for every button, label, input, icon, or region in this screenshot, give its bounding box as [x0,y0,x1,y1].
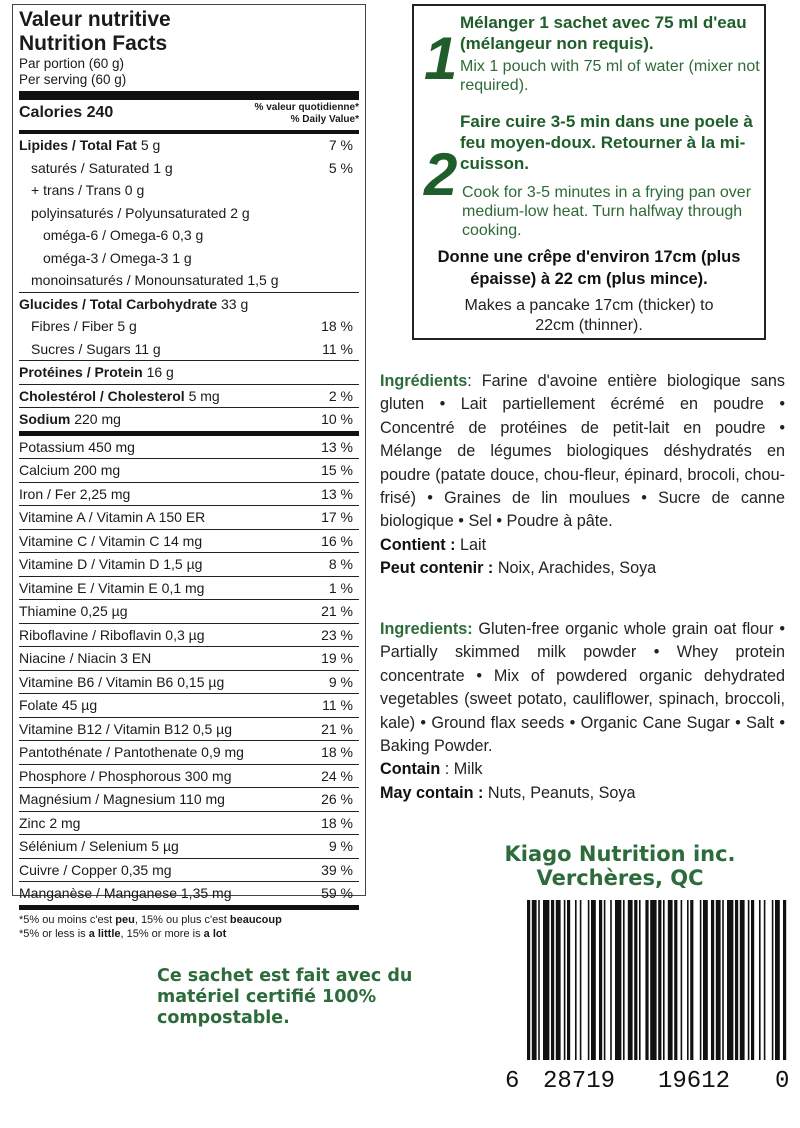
nutrient-label [19,859,172,881]
nutrient-daily-value: 9 % [328,838,353,854]
nutrient-daily-value: 10 % [321,411,353,427]
barcode-bar [580,900,582,1060]
nutrient-amount: 110 mg [179,791,225,807]
step-1-text-fr: Mélanger 1 sachet avec 75 ml d'eau (mélangeur non requis). [460,13,747,53]
nutrient-amount: 3 EN [120,650,152,666]
nutrient-row [19,385,359,409]
nutrient-amount: 45 µg [61,697,98,713]
nutrient-label [19,718,232,740]
barcode-bar [604,900,606,1060]
nutrient-daily-value: 2 % [328,387,353,404]
nutrient-row [19,224,359,247]
footnote-en: *5% or less is a little, 15% or more is a lot [19,927,227,940]
nutrient-row [19,293,359,316]
nutrition-title-fr: Valeur nutritive [19,8,171,31]
footnote [19,910,359,941]
nutrient-amount: 1 g [153,159,173,176]
nutrient-row [19,788,359,812]
nutrient-label [19,293,248,315]
barcode-bar [711,900,714,1060]
nutrient-row [19,408,359,436]
nutrient-row [19,647,359,671]
barcode-bar [615,900,621,1060]
nutrient-daily-value: 8 % [328,556,353,572]
barcode-bar [759,900,761,1060]
nutrient-row [19,671,359,695]
barcode-bar [575,900,577,1060]
nutrient-name: Magnésium / Magnesium [19,791,176,807]
nutrient-amount: 0,9 mg [201,744,244,760]
nutrient-amount: 2 mg [49,814,81,831]
nutrient-name: Niacine / Niacin [19,650,117,666]
nutrient-name: Riboflavine / Riboflavin [19,626,162,643]
nutrient-amount: 1,35 mg [180,885,232,901]
ingredients-fr-label: Ingrédients [380,372,468,390]
compostable-note: Ce sachet est fait avec du matériel certifié 100% compostable. [157,966,413,1028]
company-name [455,842,785,890]
nutrient-daily-value: 19 % [321,650,353,666]
nutrient-row [19,859,359,883]
nutrient-row [19,202,359,225]
nutrient-name: polyinsaturés / Polyunsaturated [31,204,227,221]
nutrient-amount: 5 g [117,318,137,334]
daily-value-header [255,102,359,125]
nutrition-facts-panel [12,4,366,940]
nutrient-amount: 0,3 µg [165,626,205,643]
nutrient-amount: 33 g [221,295,249,312]
nutrient-name: Pantothénate / Pantothenate [19,744,198,760]
barcode-bar [527,900,530,1060]
nutrient-amount: 11 g [134,340,161,357]
nutrient-daily-value: 11 % [322,340,353,357]
nutrient-name: oméga-3 / Omega-3 [43,249,169,266]
contains-en: Contain : Milk [380,760,483,779]
nutrient-row [19,624,359,648]
yield-text-fr: Donne une crêpe d'environ 17cm (plus épaisse) à 22 cm (plus mince). [437,248,741,288]
step-2-text-en: Cook for 3-5 minutes in a frying pan over medium-low heat. Turn halfway through cooking. [462,184,752,239]
daily-value-header-en: % Daily Value* [290,113,359,125]
nutrient-row [19,247,359,270]
calories-row [19,102,359,134]
nutrient-label [19,788,225,810]
nutrient-label [19,134,160,156]
nutrient-label [19,812,80,834]
barcode-digit-group-left: 28719 [543,1068,616,1095]
may-contain-en: May contain : Nuts, Peanuts, Soya [380,783,636,802]
nutrient-amount: 1,5 µg [163,556,203,572]
barcode-bar [764,900,766,1060]
nutrient-name: Glucides / Total Carbohydrate [19,295,218,312]
nutrient-label [19,179,144,201]
nutrient-amount: 1 g [172,249,192,266]
barcode-bar [556,900,561,1060]
barcode-bar [567,900,570,1060]
nutrient-label [19,315,137,337]
nutrient-daily-value: 1 % [328,579,353,596]
nutrient-name: Thiamine [19,603,77,619]
nutrient-row [19,718,359,742]
barcode-digit-system: 6 [505,1068,520,1095]
nutrient-name: Lipides / Total Fat [19,137,137,153]
nutrient-name: monoinsaturés / Monounsaturated [31,272,244,288]
barcode-bar [748,900,750,1060]
nutrient-name: Vitamine C / Vitamin C [19,532,160,549]
nutrient-amount: 450 mg [88,438,135,455]
nutrient-row [19,134,359,157]
barcode-bar [599,900,602,1060]
barcode-bar [658,900,661,1060]
calories-label: Calories 240 [19,104,114,121]
nutrient-label [19,741,244,763]
barcode-bar [668,900,673,1060]
footnote-fr: *5% ou moins c'est peu, 15% ou plus c'est beaucoup [19,913,282,926]
nutrient-label [19,694,97,716]
barcode-bar [610,900,612,1060]
barcode-bar [650,900,656,1060]
nutrient-amount: 300 mg [184,767,232,784]
step-2-text-fr: Faire cuire 3-5 min dans une poele à feu moyen-doux. Retourner à la mi-cuisson. [460,112,753,173]
nutrient-daily-value: 39 % [321,861,353,878]
barcode-bar [700,900,702,1060]
nutrient-daily-value: 9 % [328,673,353,690]
barcode-bar [687,900,689,1060]
barcode-bar [775,900,780,1060]
nutrient-row [19,459,359,483]
barcode-bar [628,900,633,1060]
nutrient-row [19,361,359,385]
nutrient-label [19,647,151,669]
barcode-bar [551,900,554,1060]
nutrient-daily-value: 23 % [321,626,353,643]
barcode-bar [532,900,537,1060]
nutrient-amount: 5 µg [151,838,179,854]
barcode-bar [591,900,596,1060]
nutrient-name: Calcium [19,462,70,478]
nutrient-name: Zinc [19,814,46,831]
nutrient-daily-value: 15 % [321,462,353,478]
nutrient-daily-value: 24 % [321,767,353,784]
nutrient-row [19,338,359,362]
barcode-bar [751,900,754,1060]
nutrition-title-en: Nutrition Facts [19,32,168,55]
nutrient-amount: 14 mg [163,532,203,549]
step-2-number: 2 [424,141,458,208]
may-contain-fr: Peut contenir : Noix, Arachides, Soya [380,559,657,578]
nutrient-name: Manganèse / Manganese [19,885,177,901]
nutrient-amount: 0,25 µg [80,603,128,619]
nutrient-amount: 2,25 mg [79,485,131,502]
nutrient-row [19,765,359,789]
nutrient-amount: 0,35 mg [120,861,172,878]
nutrient-label [19,385,220,407]
nutrient-label [19,765,231,787]
nutrient-row [19,835,359,859]
nutrient-daily-value: 18 % [321,318,353,334]
nutrient-label [19,577,204,599]
company-line-1: Kiago Nutrition inc. [504,842,736,866]
barcode-bar [722,900,724,1060]
nutrient-daily-value: 7 % [328,137,353,153]
nutrient-label [19,671,224,693]
nutrient-name: oméga-6 / Omega-6 [43,227,169,243]
nutrient-label [19,882,231,904]
divider-thick [19,91,359,100]
nutrient-row [19,483,359,507]
nutrient-row [19,600,359,624]
nutrient-name: Vitamine A / Vitamin A [19,509,155,525]
nutrient-label [19,338,161,360]
nutrient-row [19,741,359,765]
barcode-bar [639,900,641,1060]
nutrient-name: Iron / Fer [19,485,76,502]
ingredients-en [380,618,785,805]
barcode-bar [623,900,625,1060]
barcode-bar [681,900,683,1060]
barcode-bar [783,900,786,1060]
nutrient-amount: 2 g [230,204,250,221]
nutrient-name: Vitamine B6 / Vitamin B6 [19,673,174,690]
barcode-bar [588,900,590,1060]
nutrient-name: Folate [19,697,58,713]
step-1-number: 1 [424,25,458,92]
barcode-bar [645,900,648,1060]
barcode-bar [772,900,774,1060]
nutrient-name: Fibres / Fiber [31,318,114,334]
nutrient-label [19,506,205,528]
nutrient-label [19,483,130,505]
barcode-bar [740,900,745,1060]
nutrient-row [19,179,359,202]
nutrient-amount: 16 g [146,364,174,380]
daily-value-header-fr: % valeur quotidienne* [254,102,359,113]
nutrient-daily-value: 17 % [321,509,353,525]
nutrient-label [19,361,174,383]
nutrient-row [19,577,359,601]
ingredients-en-label: Ingredients: [380,620,473,638]
company-line-2: Verchères, QC [536,866,704,890]
barcode-digit-group-right: 19612 [658,1068,731,1095]
nutrient-label [19,247,192,269]
nutrient-name: Sodium [19,411,71,427]
ingredients-fr [380,370,785,581]
nutrient-name: saturés / Saturated [31,159,150,176]
nutrient-daily-value: 16 % [321,532,353,549]
nutrient-amount: 0,1 mg [161,579,205,596]
nutrient-daily-value: 21 % [321,720,353,737]
barcode-bar [543,900,549,1060]
nutrient-row [19,269,359,293]
nutrient-rows [19,134,359,910]
nutrient-daily-value: 5 % [328,159,353,176]
nutrient-label [19,269,279,291]
nutrient-daily-value: 21 % [321,603,353,619]
barcode-bar [538,900,540,1060]
nutrient-row [19,157,359,180]
nutrient-label [19,436,135,458]
ingredients-fr-list: Ingrédients: Farine d'avoine entière biologique sans gluten • Lait partiellement écrémé en poudre • Concentré de protéines de petit-lait en poudre • Mélange de légumes biologiques déshydratés en poudre (patate douce, chou-fleur, épinard, brocoli, chou-frisé) • Graines de lin moulues • Sucre de canne biologique • Sel • Poudre à pâte. [380,372,785,531]
nutrient-name: Cholestérol / Cholesterol [19,387,185,404]
nutrient-daily-value: 18 % [321,814,353,831]
nutrient-label [19,624,205,646]
nutrient-row [19,315,359,338]
nutrient-label [19,835,179,857]
ingredients-en-list: Ingredients: Gluten-free organic whole grain oat flour • Partially skimmed milk powder • Whey protein concentrate • Mix of powdered organic dehydrated vegetables (sweet potato, cauliflower, spinach, broccoli, kale) • Ground flax seeds • Organic Cane Sugar • Salt • Baking Powder. [380,620,785,756]
barcode-bar [735,900,738,1060]
nutrient-label [19,530,202,552]
nutrient-name: Protéines / Protein [19,364,143,380]
nutrient-name: Vitamine B12 / Vitamin B12 [19,720,189,737]
nutrient-daily-value: 13 % [321,438,353,455]
barcode-bar [727,900,733,1060]
barcode-bar [703,900,708,1060]
step-1-text-en: Mix 1 pouch with 75 ml of water (mixer not required). [460,58,760,94]
nutrient-daily-value: 26 % [321,791,353,807]
nutrient-amount: 200 mg [73,462,121,478]
nutrient-amount: 0,5 µg [192,720,233,737]
nutrient-row [19,694,359,718]
nutrient-label [19,408,121,430]
yield-text-en: Makes a pancake 17cm (thicker) to 22cm (thinner). [464,297,714,334]
nutrient-daily-value: 11 % [322,697,353,713]
serving-size-fr: Par portion (60 g) [19,56,125,71]
nutrient-amount: 220 mg [74,411,121,427]
nutrient-label [19,600,127,622]
nutrient-amount: 0,3 g [172,227,204,243]
barcode-bar [690,900,693,1060]
nutrient-row [19,506,359,530]
barcode-bar [663,900,665,1060]
nutrient-amount: 5 g [140,137,161,153]
nutrient-name: Sucres / Sugars [31,340,131,357]
contains-fr: Contient : Lait [380,535,487,554]
nutrient-amount: 150 ER [158,509,206,525]
nutrient-amount: 0,15 µg [177,673,225,690]
nutrient-amount: 5 mg [188,387,220,404]
nutrient-label [19,202,250,224]
nutrient-row [19,436,359,460]
nutrient-name: Sélénium / Selenium [19,838,148,854]
nutrient-label [19,553,202,575]
serving-size-en: Per serving (60 g) [19,72,127,87]
preparation-instructions-box [412,4,766,340]
nutrient-name: Phosphore / Phosphorous [19,767,181,784]
nutrient-row [19,812,359,836]
nutrient-daily-value: 18 % [321,744,353,760]
nutrient-amount: 1,5 g [247,272,279,288]
nutrient-row [19,882,359,910]
nutrient-label [19,157,173,179]
barcode-bar [564,900,566,1060]
nutrient-row [19,553,359,577]
barcode-digit-check: 0 [775,1068,790,1095]
barcode-bar [674,900,677,1060]
nutrient-amount: 0 g [124,182,145,198]
barcode-bar [716,900,721,1060]
nutrient-label [19,224,203,246]
barcode-digits [505,1068,795,1098]
nutrient-name: + trans / Trans [31,182,121,198]
nutrient-label [19,459,120,481]
barcode-bar [634,900,637,1060]
nutrient-row [19,530,359,554]
nutrient-name: Vitamine D / Vitamin D [19,556,160,572]
nutrient-daily-value: 13 % [321,485,353,502]
nutrient-name: Vitamine E / Vitamin E [19,579,158,596]
nutrient-name: Potassium [19,438,85,455]
nutrient-daily-value: 59 % [321,885,353,901]
nutrient-name: Cuivre / Copper [19,861,118,878]
